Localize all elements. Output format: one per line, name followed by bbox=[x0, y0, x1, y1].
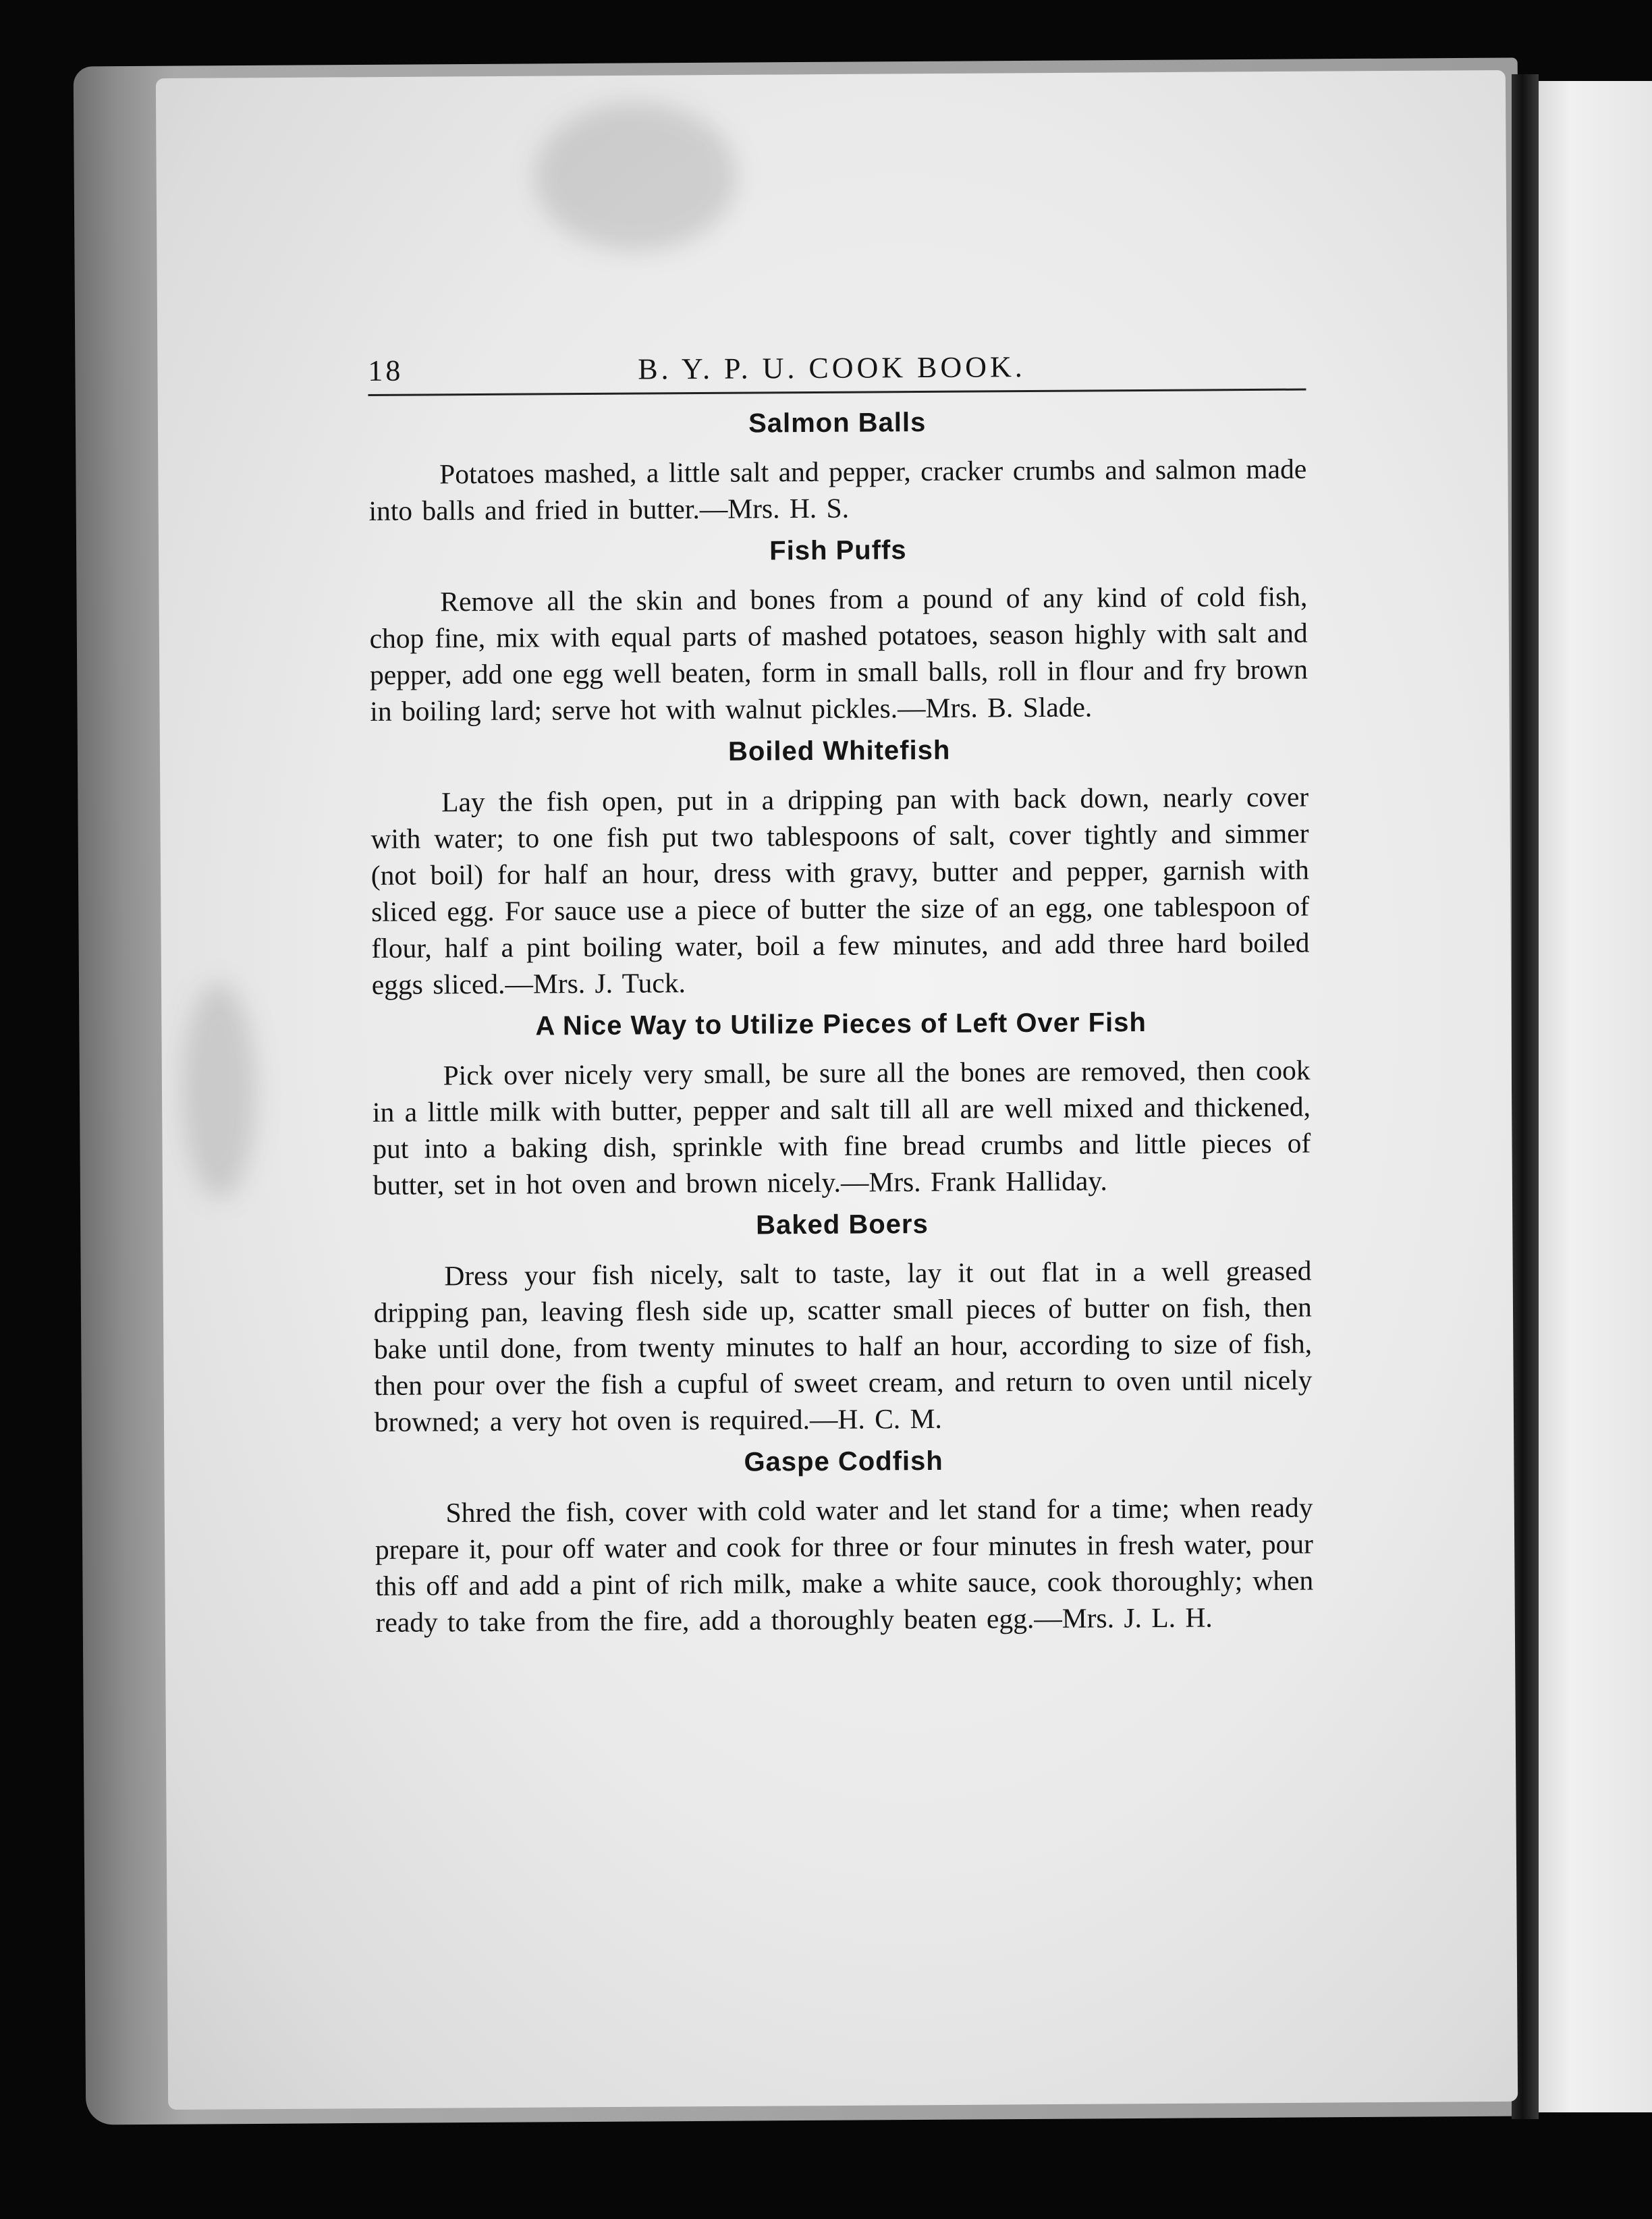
recipe-text: Remove all the skin and bones from a pound of any kind of cold fish, chop fine, mix with equal parts of mashed potatoes, season highly with salt and pepper, add one egg well beaten, form in small balls, roll in flour and fry brown in boiling lard; serve hot with walnut pickles.—Mrs. B. Slade. bbox=[369, 580, 1309, 727]
book-title: B. Y. P. U. COOK BOOK. bbox=[638, 350, 1026, 386]
recipe-salmon-balls bbox=[368, 406, 1307, 529]
page-number: 18 bbox=[368, 354, 404, 387]
recipe-title: Boiled Whitefish bbox=[727, 735, 951, 767]
recipe-fish-puffs bbox=[369, 533, 1309, 730]
recipe-text: Dress your fish nicely, salt to taste, lay it out flat in a well greased dripping pan, leaving flesh side up, scatter small pieces of butter on fish, then bake until done, from twenty minutes to half an hour, according to size of fish, then pour over the fish a cupful of sweet cream, and return to oven until nicely browned; a very hot oven is required.—H. C. M. bbox=[373, 1255, 1313, 1437]
recipe-gaspe-codfish bbox=[375, 1444, 1314, 1640]
recipe-title: Gaspe Codfish bbox=[744, 1446, 943, 1477]
recipe-text: Pick over nicely very small, be sure all the bones are removed, then cook in a little milk with butter, pepper and salt till all are well mixed and thickened, put into a baking dish, sprinkle with fine bread crumbs and little pieces of butter, set in hot oven and brown nicely.—Mrs. Frank Halliday. bbox=[372, 1054, 1311, 1201]
recipe-baked-boers bbox=[373, 1207, 1313, 1440]
recipe-boiled-whitefish bbox=[370, 733, 1310, 1002]
recipe-text: Potatoes mashed, a little salt and pepper, cracker crumbs and salmon made into balls and fried in butter.—Mrs. H. S. bbox=[368, 453, 1307, 526]
recipe-text: Shred the fish, cover with cold water and let stand for a time; when ready prepare it, pour off water and cook for three or four minutes in fresh water, pour this off and add a pint of rich milk, make a white sauce, cook thoroughly; when ready to take from the fire, add a thoroughly beaten egg.—Mrs. J. L. H. bbox=[375, 1491, 1314, 1638]
recipe-title: Salmon Balls bbox=[748, 407, 927, 439]
facing-page-edge bbox=[1535, 81, 1652, 2112]
recipe-text: Lay the fish open, put in a dripping pan with back down, nearly cover with water; to one fish put two tablespoons of salt, cover tightly and simmer (not boil) for half an hour, dress with gravy, butter and pepper, garnish with sliced egg. For sauce use a piece of butter the size of an egg, one tablespoon of flour, half a pint boiling water, boil a few minutes, and add three hard boiled eggs sliced.—Mrs. J. Tuck. bbox=[370, 781, 1310, 1000]
water-stain bbox=[182, 982, 257, 1199]
recipe-title: Fish Puffs bbox=[769, 535, 907, 566]
water-stain bbox=[534, 102, 737, 252]
running-head bbox=[368, 339, 1306, 391]
recipe-left-over-fish bbox=[372, 1006, 1311, 1203]
recipe-title: A Nice Way to Utilize Pieces of Left Over Fish bbox=[535, 1007, 1147, 1041]
page-content bbox=[368, 339, 1314, 1650]
recipe-title: Baked Boers bbox=[756, 1209, 929, 1240]
